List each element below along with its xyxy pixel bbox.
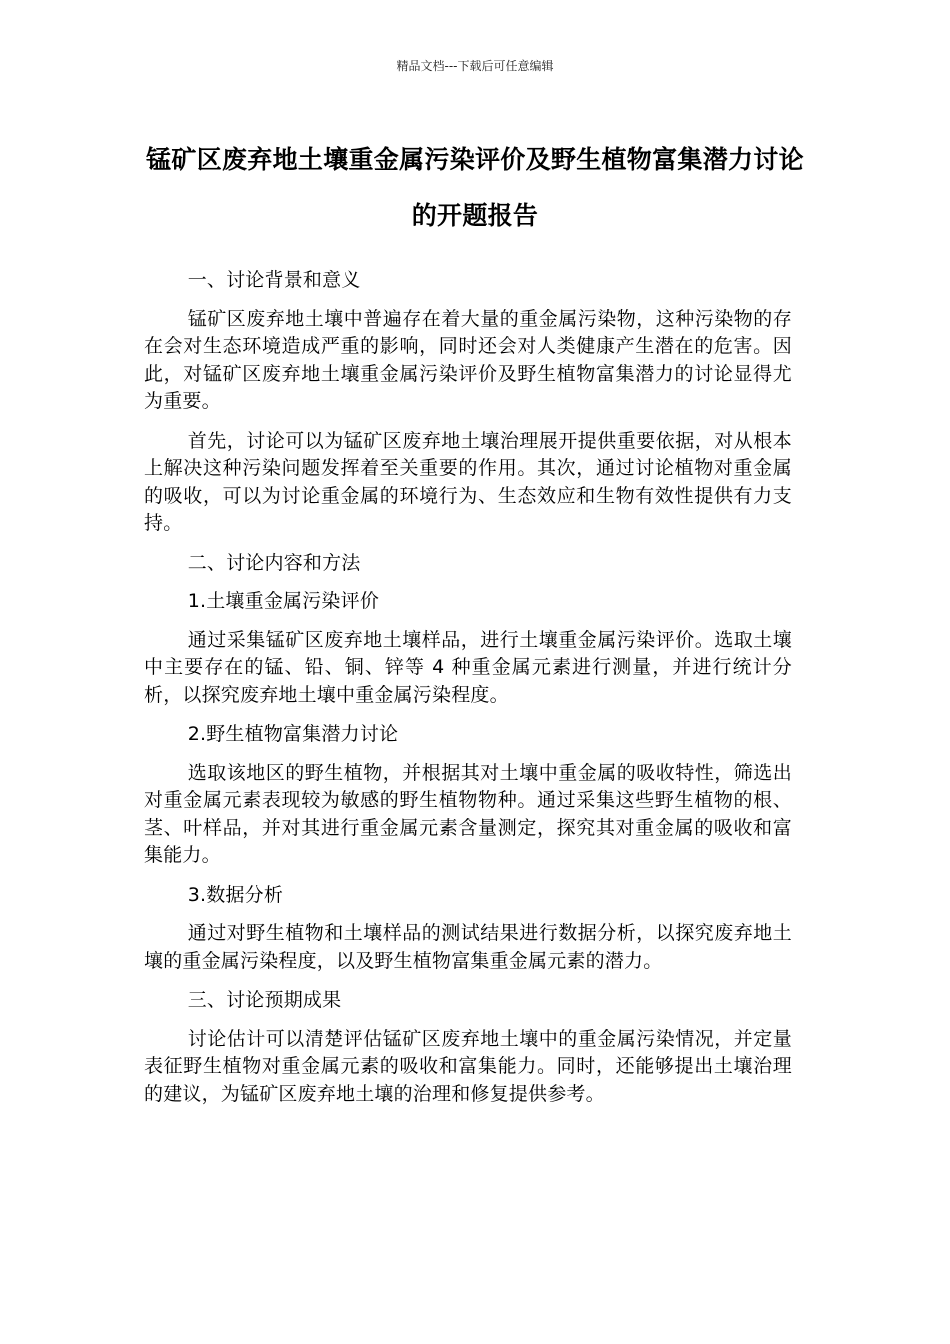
- subheading-data-analysis: 3.数据分析: [187, 883, 284, 906]
- paragraph-data-analysis: 通过对野生植物和土壤样品的测试结果进行数据分析，以探究废弃地土壤的重金属污染程度，以及野生植物富集重金属元素的潜力。: [144, 922, 792, 972]
- section-heading-content-methods: 二、讨论内容和方法: [187, 551, 361, 574]
- paragraph-soil-evaluation: 通过采集锰矿区废弃地土壤样品，进行土壤重金属污染评价。选取土壤中主要存在的锰、铅、铜、锌等 4 种重金属元素进行测量，并进行统计分析，以探究废弃地土壤中重金属污染程度。: [144, 628, 792, 706]
- document-body: [144, 267, 792, 1120]
- paragraph-background-2: 首先，讨论可以为锰矿区废弃地土壤治理展开提供重要依据，对从根本上解决这种污染问题发挥着至关重要的作用。其次，通过讨论植物对重金属的吸收，可以为讨论重金属的环境行为、生态效应和生物有效性提供有力支持。: [144, 429, 792, 534]
- section-heading-background: 一、讨论背景和意义: [187, 269, 361, 291]
- section-heading-expected-results: 三、讨论预期成果: [187, 989, 342, 1011]
- subheading-plant-enrichment: 2.野生植物富集潜力讨论: [187, 723, 399, 745]
- page-header: 精品文档---下载后可任意编辑: [396, 59, 554, 73]
- paragraph-background-1: 锰矿区废弃地土壤中普遍存在着大量的重金属污染物，这种污染物的存在会对生态环境造成严重的影响，同时还会对人类健康产生潜在的危害。因此，对锰矿区废弃地土壤重金属污染评价及野生植物富集潜力的讨论显得尤为重要。: [144, 307, 792, 412]
- paragraph-expected-results: 讨论估计可以清楚评估锰矿区废弃地土壤中的重金属污染情况，并定量表征野生植物对重金属元素的吸收和富集能力。同时，还能够提出土壤治理的建议，为锰矿区废弃地土壤的治理和修复提供参考。: [144, 1027, 792, 1105]
- paragraph-plant-enrichment: 选取该地区的野生植物，并根据其对土壤中重金属的吸收特性，筛选出对重金属元素表现较为敏感的野生植物物种。通过采集这些野生植物的根、茎、叶样品，并对其进行重金属元素含量测定，探究其对重金属的吸收和富集能力。: [144, 761, 792, 866]
- subheading-soil-evaluation: 1.土壤重金属污染评价: [187, 590, 380, 612]
- document-title: 锰矿区废弃地土壤重金属污染评价及野生植物富集潜力讨论的开题报告: [146, 145, 804, 230]
